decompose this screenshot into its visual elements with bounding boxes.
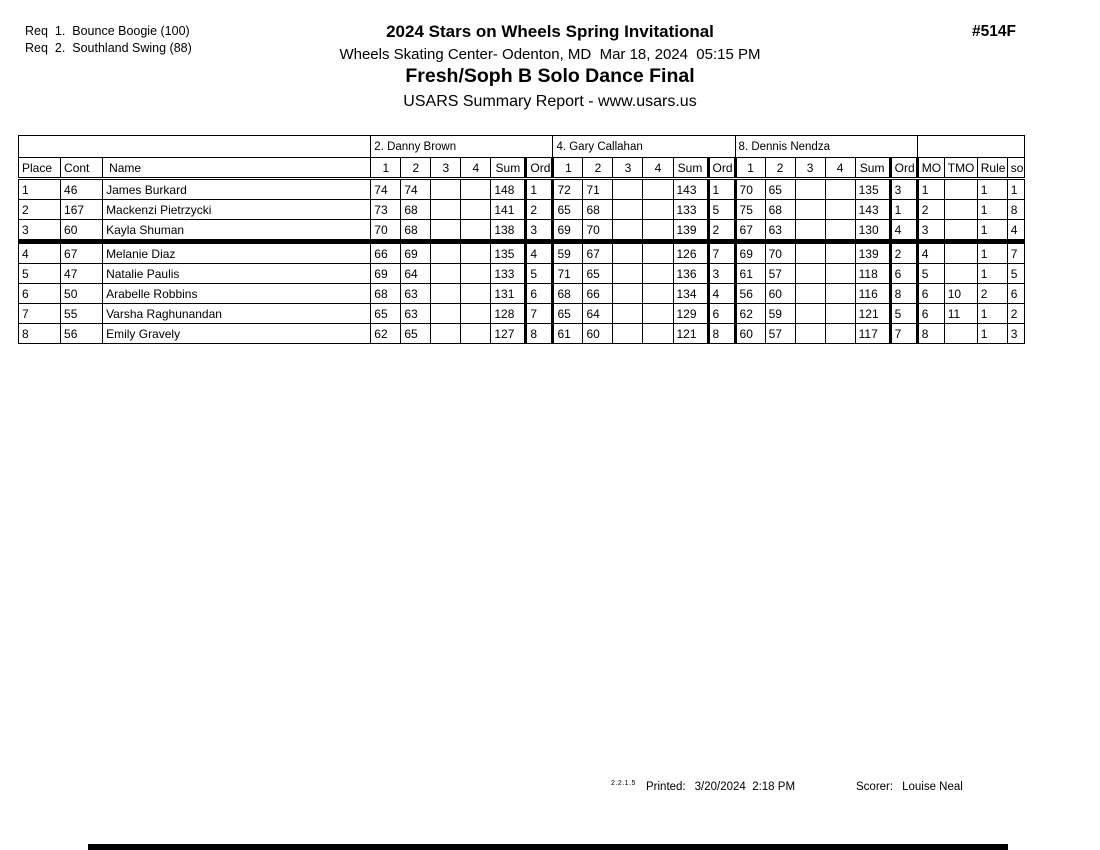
judge1-score-cell-1: 66 [371, 242, 401, 264]
scorer-label: Scorer: [856, 781, 894, 793]
judge3-score-cell-1: 62 [735, 304, 765, 324]
place-cell: 5 [19, 264, 61, 284]
judge3-score-cell-4 [825, 220, 855, 242]
judge2-score-cell-2: 67 [583, 242, 613, 264]
judge2-score-cell-1: 68 [553, 284, 583, 304]
judge3-score-cell-1: 75 [735, 200, 765, 220]
judge2-score-cell-2: 65 [583, 264, 613, 284]
place-cell: 1 [19, 179, 61, 200]
col-header-judge3-ord: Ord [890, 158, 917, 179]
col-header-rule: Rule [977, 158, 1007, 179]
required-dance-1: Req 1. Bounce Boogie (100) [25, 24, 190, 38]
place-cell: 7 [19, 304, 61, 324]
judge1-score-cell-3 [431, 284, 461, 304]
judge2-ordinal-cell: 1 [708, 179, 735, 200]
total-majority-ordinal-cell [944, 200, 977, 220]
rule-cell: 1 [977, 324, 1007, 344]
judge3-ordinal-cell: 4 [890, 220, 917, 242]
judge3-sum-cell: 143 [855, 200, 890, 220]
judge3-score-cell-2: 57 [765, 324, 795, 344]
judge1-score-cell-3 [431, 324, 461, 344]
skater-name-cell: Mackenzi Pietrzycki [103, 200, 371, 220]
judge2-score-cell-3 [613, 264, 643, 284]
event-title: 2024 Stars on Wheels Spring Invitational [386, 22, 714, 41]
skater-name-cell: Emily Gravely [103, 324, 371, 344]
judge2-score-cell-2: 71 [583, 179, 613, 200]
judge1-sum-cell: 135 [491, 242, 526, 264]
judge1-score-cell-3 [431, 242, 461, 264]
judge3-sum-cell: 118 [855, 264, 890, 284]
judge3-score-cell-3 [795, 179, 825, 200]
judge3-ordinal-cell: 2 [890, 242, 917, 264]
table-row [19, 200, 1025, 220]
judge1-score-cell-1: 65 [371, 304, 401, 324]
judge-name-header-3: 8. Dennis Nendza [735, 136, 917, 158]
judge2-score-cell-2: 68 [583, 200, 613, 220]
skater-name-cell: Melanie Diaz [103, 242, 371, 264]
judge3-sum-cell: 135 [855, 179, 890, 200]
total-majority-ordinal-cell [944, 220, 977, 242]
col-header-judge2-2: 2 [583, 158, 613, 179]
judge3-score-cell-3 [795, 304, 825, 324]
col-header-judge2-1: 1 [553, 158, 583, 179]
col-header-judge3-sum: Sum [855, 158, 890, 179]
judge3-score-cell-3 [795, 242, 825, 264]
printed-value: 3/20/2024 2:18 PM [694, 781, 796, 793]
rule-cell: 1 [977, 179, 1007, 200]
judge3-score-cell-1: 60 [735, 324, 765, 344]
place-cell: 4 [19, 242, 61, 264]
rule-cell: 1 [977, 304, 1007, 324]
total-majority-ordinal-cell [944, 264, 977, 284]
judge1-score-cell-1: 70 [371, 220, 401, 242]
judge2-ordinal-cell: 5 [708, 200, 735, 220]
judge2-score-cell-4 [643, 264, 673, 284]
skater-name-cell: Arabelle Robbins [103, 284, 371, 304]
judge2-sum-cell: 129 [673, 304, 708, 324]
judge2-score-cell-3 [613, 304, 643, 324]
judge3-score-cell-4 [825, 242, 855, 264]
majority-ordinal-cell: 3 [917, 220, 944, 242]
judge3-ordinal-cell: 1 [890, 200, 917, 220]
total-majority-ordinal-cell [944, 324, 977, 344]
judge1-score-cell-4 [461, 264, 491, 284]
contestant-number-cell: 46 [61, 179, 103, 200]
judge3-ordinal-cell: 8 [890, 284, 917, 304]
majority-ordinal-cell: 2 [917, 200, 944, 220]
judge2-ordinal-cell: 4 [708, 284, 735, 304]
judge2-sum-cell: 126 [673, 242, 708, 264]
total-majority-ordinal-cell [944, 242, 977, 264]
col-header-judge1-1: 1 [371, 158, 401, 179]
col-header-judge1-2: 2 [401, 158, 431, 179]
judge1-ordinal-cell: 7 [526, 304, 553, 324]
col-header-judge1-ord: Ord [526, 158, 553, 179]
col-header-judge2-ord: Ord [708, 158, 735, 179]
col-header-mo: MO [917, 158, 944, 179]
judge3-ordinal-cell: 7 [890, 324, 917, 344]
table-row [19, 220, 1025, 242]
judge2-score-cell-1: 71 [553, 264, 583, 284]
judge2-sum-cell: 143 [673, 179, 708, 200]
judge2-score-cell-4 [643, 220, 673, 242]
place-cell: 2 [19, 200, 61, 220]
judge3-score-cell-3 [795, 264, 825, 284]
skater-name-cell: Varsha Raghunandan [103, 304, 371, 324]
judge2-score-cell-4 [643, 304, 673, 324]
judge3-score-cell-2: 68 [765, 200, 795, 220]
judge-name-header-2: 4. Gary Callahan [553, 136, 735, 158]
judge3-score-cell-2: 65 [765, 179, 795, 200]
judge1-score-cell-4 [461, 200, 491, 220]
judge1-score-cell-3 [431, 220, 461, 242]
judge2-score-cell-1: 61 [553, 324, 583, 344]
majority-ordinal-cell: 6 [917, 304, 944, 324]
majority-ordinal-cell: 6 [917, 284, 944, 304]
col-header-judge3-2: 2 [765, 158, 795, 179]
judge1-score-cell-3 [431, 200, 461, 220]
table-row [19, 324, 1025, 344]
skating-order-cell: 5 [1007, 264, 1024, 284]
col-header-judge1-sum: Sum [491, 158, 526, 179]
col-header-judge1-4: 4 [461, 158, 491, 179]
skater-name-cell: Natalie Paulis [103, 264, 371, 284]
place-cell: 8 [19, 324, 61, 344]
judge3-ordinal-cell: 5 [890, 304, 917, 324]
total-majority-ordinal-cell: 11 [944, 304, 977, 324]
contestant-number-cell: 50 [61, 284, 103, 304]
results-table [18, 135, 1025, 344]
judge1-ordinal-cell: 2 [526, 200, 553, 220]
contestant-number-cell: 47 [61, 264, 103, 284]
judge1-ordinal-cell: 3 [526, 220, 553, 242]
judge2-sum-cell: 133 [673, 200, 708, 220]
rule-cell: 1 [977, 242, 1007, 264]
judge2-score-cell-3 [613, 200, 643, 220]
judge2-score-cell-3 [613, 242, 643, 264]
skating-order-cell: 8 [1007, 200, 1024, 220]
judge3-score-cell-2: 60 [765, 284, 795, 304]
division-title: Fresh/Soph B Solo Dance Final [405, 65, 695, 87]
judge3-score-cell-4 [825, 284, 855, 304]
skating-order-cell: 4 [1007, 220, 1024, 242]
judge2-score-cell-1: 69 [553, 220, 583, 242]
col-header-place: Place [19, 158, 61, 179]
col-header-tmo: TMO [944, 158, 977, 179]
judge2-score-cell-1: 65 [553, 304, 583, 324]
judge1-score-cell-2: 63 [401, 304, 431, 324]
judge2-score-cell-3 [613, 324, 643, 344]
judge1-ordinal-cell: 5 [526, 264, 553, 284]
judge1-score-cell-2: 68 [401, 220, 431, 242]
skating-order-cell: 6 [1007, 284, 1024, 304]
skating-order-cell: 2 [1007, 304, 1024, 324]
judge2-score-cell-4 [643, 200, 673, 220]
judge1-score-cell-3 [431, 264, 461, 284]
judge2-sum-cell: 136 [673, 264, 708, 284]
judge1-score-cell-2: 65 [401, 324, 431, 344]
judge3-sum-cell: 121 [855, 304, 890, 324]
judge3-score-cell-1: 67 [735, 220, 765, 242]
col-header-judge2-3: 3 [613, 158, 643, 179]
judge3-score-cell-4 [825, 200, 855, 220]
judge3-score-cell-2: 70 [765, 242, 795, 264]
judge2-score-cell-2: 70 [583, 220, 613, 242]
judge1-ordinal-cell: 6 [526, 284, 553, 304]
judge1-score-cell-2: 63 [401, 284, 431, 304]
judge2-ordinal-cell: 7 [708, 242, 735, 264]
total-majority-ordinal-cell [944, 179, 977, 200]
judge1-sum-cell: 128 [491, 304, 526, 324]
judge2-ordinal-cell: 3 [708, 264, 735, 284]
table-row [19, 179, 1025, 200]
judge1-score-cell-1: 69 [371, 264, 401, 284]
judge2-score-cell-4 [643, 284, 673, 304]
judge2-score-cell-3 [613, 284, 643, 304]
rule-cell: 1 [977, 220, 1007, 242]
judge2-score-cell-3 [613, 220, 643, 242]
judge3-score-cell-1: 70 [735, 179, 765, 200]
total-majority-ordinal-cell: 10 [944, 284, 977, 304]
judge2-score-cell-2: 66 [583, 284, 613, 304]
judge2-ordinal-cell: 6 [708, 304, 735, 324]
judge-name-header-1: 2. Danny Brown [371, 136, 553, 158]
judges-row-right-spacer [917, 136, 1024, 158]
judge2-ordinal-cell: 2 [708, 220, 735, 242]
judge1-sum-cell: 127 [491, 324, 526, 344]
judge1-score-cell-1: 73 [371, 200, 401, 220]
col-header-judge3-3: 3 [795, 158, 825, 179]
judge1-score-cell-1: 68 [371, 284, 401, 304]
contestant-number-cell: 67 [61, 242, 103, 264]
col-header-name: Name [103, 158, 371, 179]
venue-date-line: Wheels Skating Center- Odenton, MD Mar 18, 2024 05:15 PM [339, 46, 761, 63]
judge2-score-cell-1: 59 [553, 242, 583, 264]
table-row [19, 242, 1025, 264]
judge2-score-cell-4 [643, 324, 673, 344]
judge2-sum-cell: 139 [673, 220, 708, 242]
judge1-sum-cell: 138 [491, 220, 526, 242]
col-header-judge2-4: 4 [643, 158, 673, 179]
judge1-sum-cell: 133 [491, 264, 526, 284]
majority-ordinal-cell: 1 [917, 179, 944, 200]
judge1-score-cell-2: 68 [401, 200, 431, 220]
judge1-score-cell-1: 74 [371, 179, 401, 200]
judge3-sum-cell: 130 [855, 220, 890, 242]
scorer-value: Louise Neal [902, 781, 963, 793]
col-header-cont: Cont [61, 158, 103, 179]
contestant-number-cell: 167 [61, 200, 103, 220]
required-dance-2: Req 2. Southland Swing (88) [25, 41, 192, 55]
judge1-score-cell-3 [431, 304, 461, 324]
report-header [0, 22, 1100, 111]
judge3-score-cell-2: 63 [765, 220, 795, 242]
judge3-score-cell-3 [795, 284, 825, 304]
col-header-judge2-sum: Sum [673, 158, 708, 179]
judge2-score-cell-1: 72 [553, 179, 583, 200]
contestant-number-cell: 55 [61, 304, 103, 324]
judge1-score-cell-1: 62 [371, 324, 401, 344]
table-row [19, 264, 1025, 284]
contestant-number-cell: 60 [61, 220, 103, 242]
judge1-score-cell-4 [461, 304, 491, 324]
rule-cell: 1 [977, 264, 1007, 284]
place-cell: 3 [19, 220, 61, 242]
judge3-score-cell-2: 59 [765, 304, 795, 324]
judge3-sum-cell: 117 [855, 324, 890, 344]
judge2-score-cell-4 [643, 179, 673, 200]
majority-ordinal-cell: 5 [917, 264, 944, 284]
judge1-score-cell-4 [461, 324, 491, 344]
judge3-sum-cell: 116 [855, 284, 890, 304]
judge2-score-cell-1: 65 [553, 200, 583, 220]
skater-name-cell: Kayla Shuman [103, 220, 371, 242]
place-cell: 6 [19, 284, 61, 304]
judge1-sum-cell: 131 [491, 284, 526, 304]
judge3-score-cell-1: 69 [735, 242, 765, 264]
printed-label: Printed: [646, 781, 686, 793]
event-number: #514F [972, 23, 1016, 40]
judge1-score-cell-4 [461, 220, 491, 242]
judge3-score-cell-4 [825, 304, 855, 324]
table-row [19, 304, 1025, 324]
judge1-score-cell-4 [461, 284, 491, 304]
col-header-judge1-3: 3 [431, 158, 461, 179]
scan-artifact-bar [88, 844, 1008, 850]
judge1-score-cell-3 [431, 179, 461, 200]
judge3-score-cell-4 [825, 179, 855, 200]
judge3-score-cell-3 [795, 324, 825, 344]
judge2-sum-cell: 121 [673, 324, 708, 344]
judge3-score-cell-3 [795, 200, 825, 220]
judge3-ordinal-cell: 6 [890, 264, 917, 284]
judge1-ordinal-cell: 1 [526, 179, 553, 200]
judge2-sum-cell: 134 [673, 284, 708, 304]
table-row [19, 284, 1025, 304]
judge1-sum-cell: 148 [491, 179, 526, 200]
judge3-score-cell-1: 61 [735, 264, 765, 284]
judge1-score-cell-2: 64 [401, 264, 431, 284]
judge2-ordinal-cell: 8 [708, 324, 735, 344]
judge1-score-cell-2: 69 [401, 242, 431, 264]
printed-timestamp [646, 781, 795, 793]
judges-row-left-spacer [19, 136, 371, 158]
col-header-so: so [1007, 158, 1024, 179]
judge1-score-cell-4 [461, 179, 491, 200]
judge3-score-cell-4 [825, 324, 855, 344]
judge1-score-cell-4 [461, 242, 491, 264]
contestant-number-cell: 56 [61, 324, 103, 344]
judge3-sum-cell: 139 [855, 242, 890, 264]
skating-order-cell: 3 [1007, 324, 1024, 344]
judge2-score-cell-4 [643, 242, 673, 264]
rule-cell: 2 [977, 284, 1007, 304]
judge2-score-cell-2: 64 [583, 304, 613, 324]
col-header-judge3-1: 1 [735, 158, 765, 179]
majority-ordinal-cell: 8 [917, 324, 944, 344]
judge2-score-cell-2: 60 [583, 324, 613, 344]
judge3-score-cell-3 [795, 220, 825, 242]
skater-name-cell: James Burkard [103, 179, 371, 200]
judge1-ordinal-cell: 4 [526, 242, 553, 264]
judge3-score-cell-2: 57 [765, 264, 795, 284]
judge3-score-cell-4 [825, 264, 855, 284]
judge3-score-cell-1: 56 [735, 284, 765, 304]
col-header-judge3-4: 4 [825, 158, 855, 179]
software-version: 2.2.1.5 [611, 780, 636, 787]
scorer-line [856, 781, 963, 793]
majority-ordinal-cell: 4 [917, 242, 944, 264]
rule-cell: 1 [977, 200, 1007, 220]
judge1-score-cell-2: 74 [401, 179, 431, 200]
skating-order-cell: 7 [1007, 242, 1024, 264]
judge2-score-cell-3 [613, 179, 643, 200]
skating-order-cell: 1 [1007, 179, 1024, 200]
report-type-line: USARS Summary Report - www.usars.us [403, 93, 697, 110]
judge3-ordinal-cell: 3 [890, 179, 917, 200]
judge1-sum-cell: 141 [491, 200, 526, 220]
judge1-ordinal-cell: 8 [526, 324, 553, 344]
